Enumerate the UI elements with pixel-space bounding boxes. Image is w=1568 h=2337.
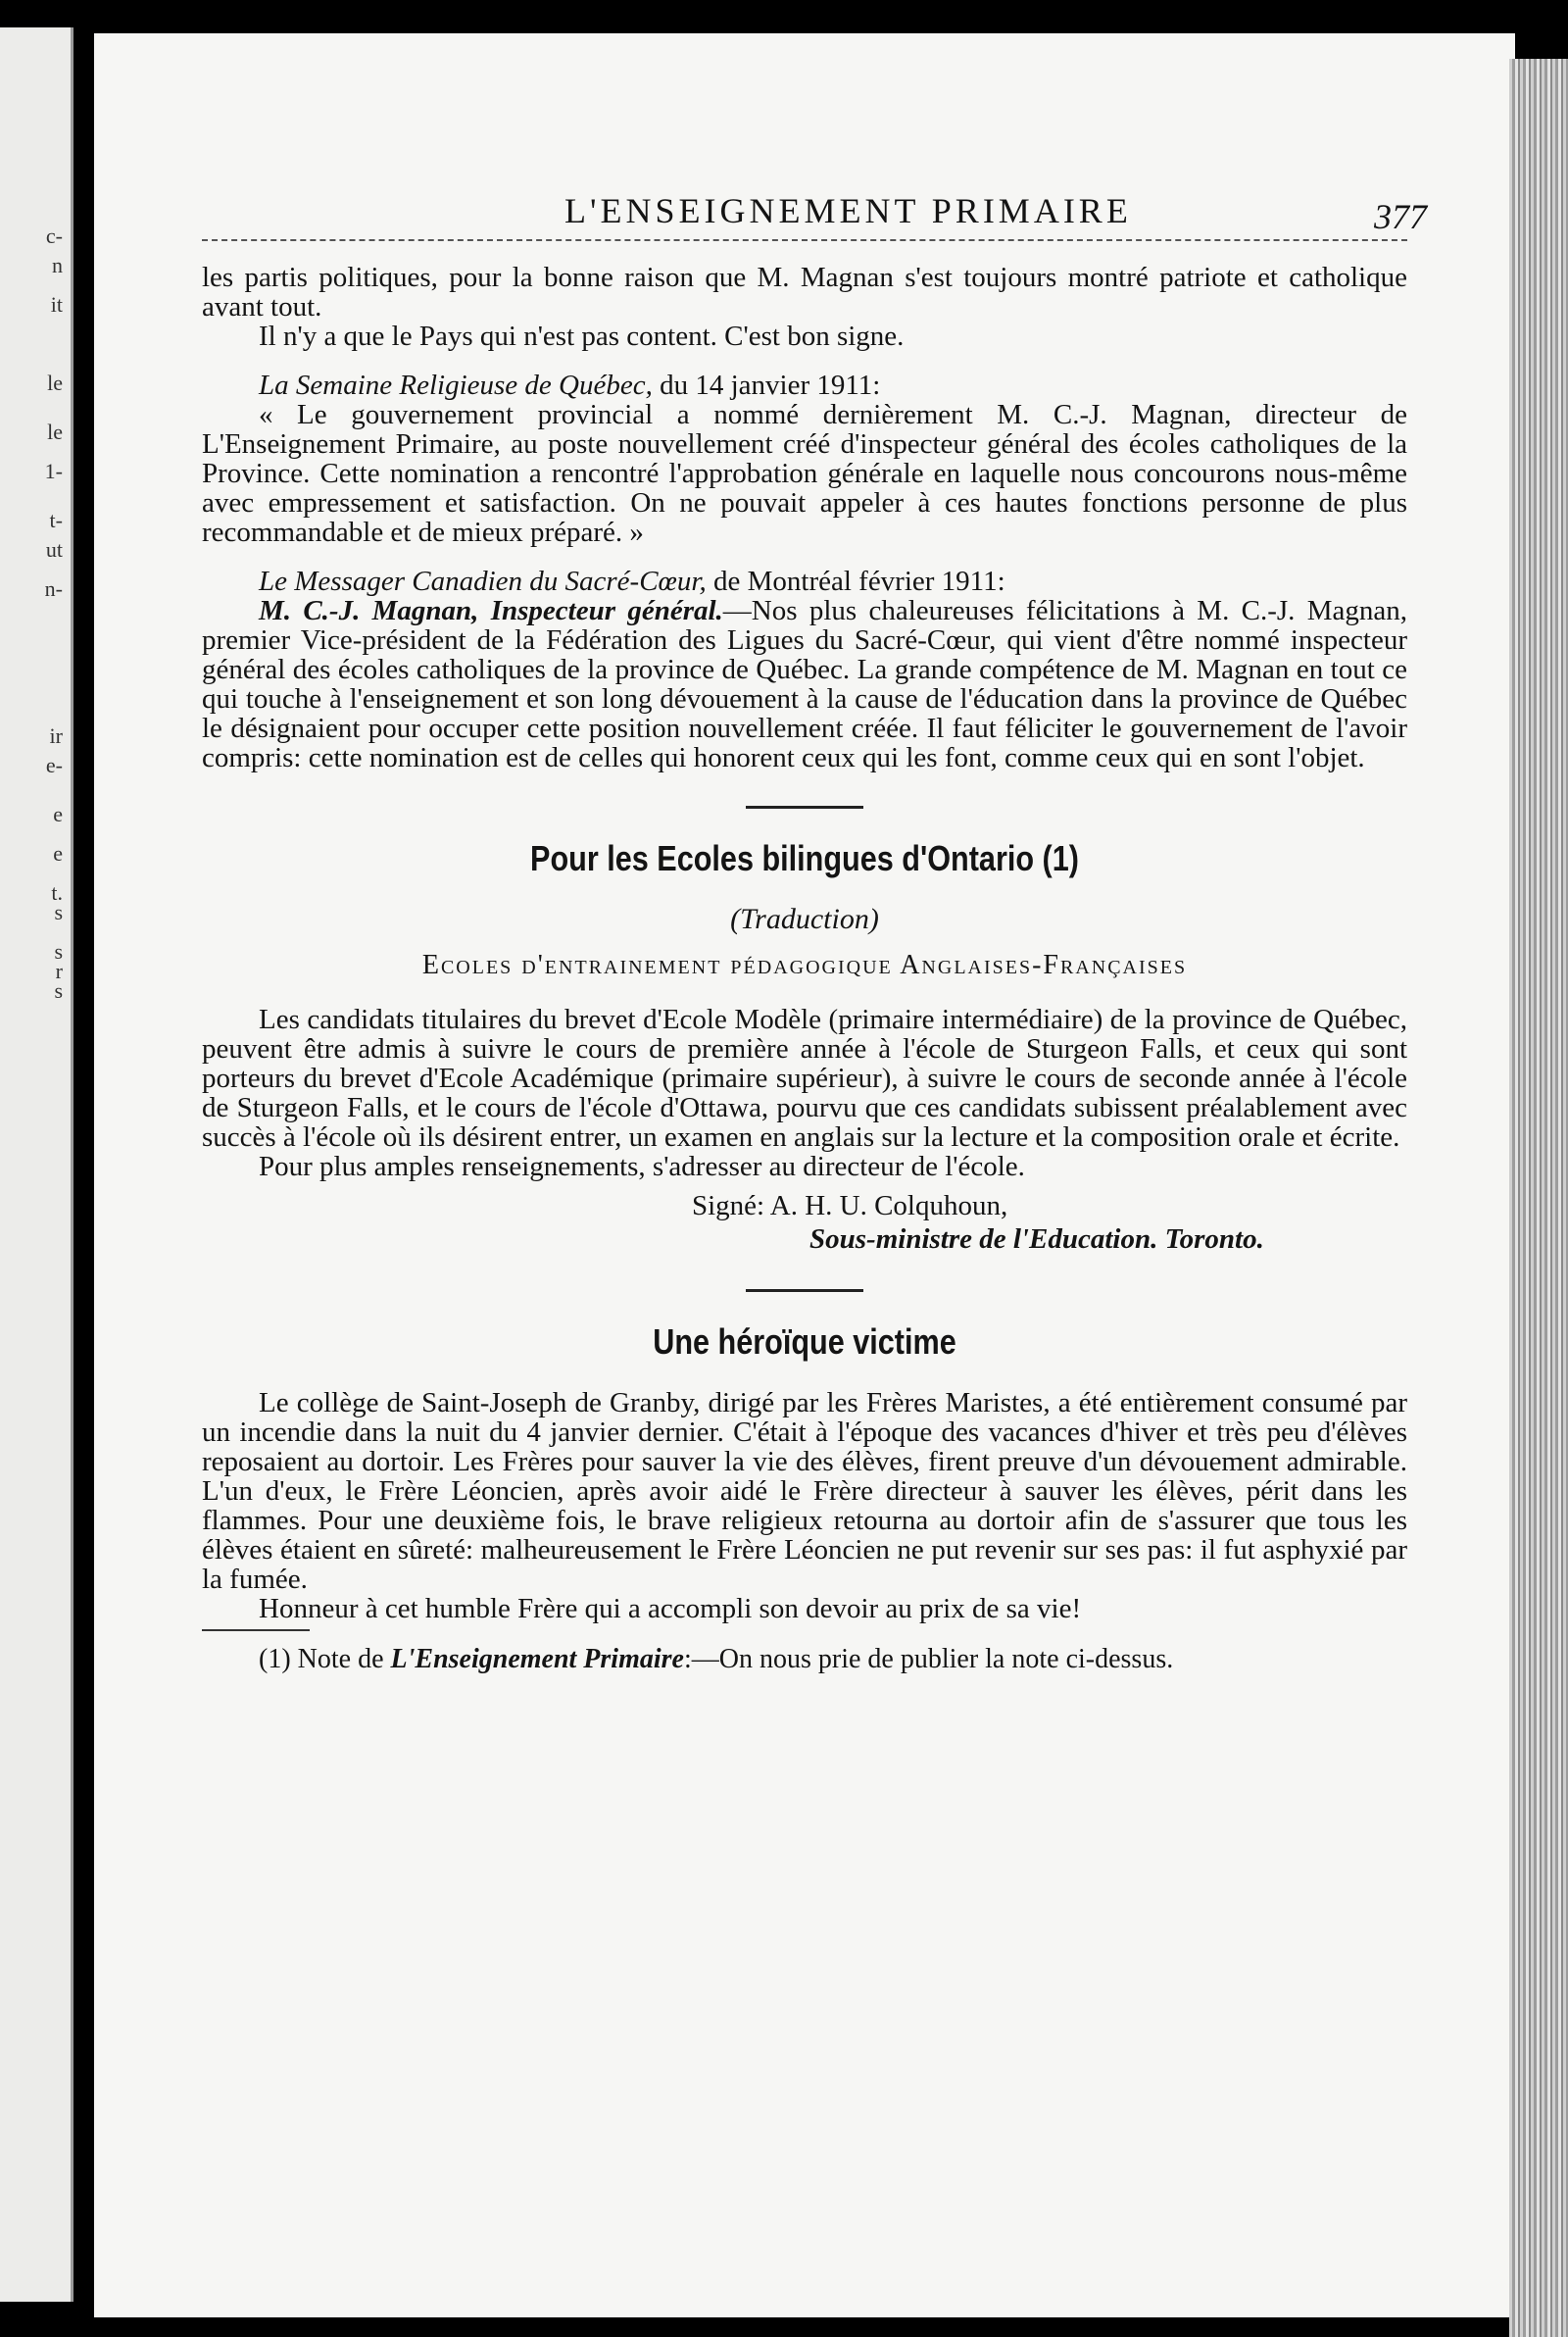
section-divider [746,1289,863,1292]
source-line [202,371,1407,400]
source-date: de Montréal février 1911: [706,566,1005,597]
page-stack-edge [1509,59,1568,2337]
left-page-fragment: s [54,978,63,1003]
left-page-fragment: n- [44,576,63,601]
paragraph: Les candidats titulaires du brevet d'Ecole Modèle (primaire intermédiaire) de la province de Québec, peuvent être admis à suivre le cours de première année à l'école de Sturgeon Falls, et ceux qui sont porteurs du brevet d'Ecole Académique (primaire supérieur), à suivre le cours de seconde année à l'école de Sturgeon Falls, et le cours de l'école d'Ottawa, pourvu que ces candidats subissent préalablement avec succès à l'école où ils désirent entrer, un examen en anglais sur la lecture et la composition orale et écrite. [202,1004,1407,1153]
quote-body: —Nos plus chaleureuses félicitations à M. C.-J. Magnan, premier Vice-président de la Fédération des Ligues du Sacré-Cœur, qui vient d'être nommé inspecteur général des écoles catholiques de la province de Québec. La grande compétence de M. Magnan en tout ce qui touche à l'enseignement et son long dévouement à la cause de l'éducation dans la province de Québec le désignaient pour occuper cette position nouvellement créée. Il faut féliciter le gouvernement de l'avoir compris: cette nomination est de celles qui honorent ceux qui les font, comme ceux qui en sont l'objet. [202,595,1408,773]
source-date: du 14 janvier 1911: [652,370,881,401]
left-page-fragment: t- [49,508,63,532]
paragraph: Il n'y a que le Pays qui n'est pas content. C'est bon signe. [259,321,905,352]
source-title: Le Messager Canadien du Sacré-Cœur, [259,566,707,597]
section-title: Pour les Ecoles bilingues d'Ontario (1) [530,838,1079,878]
left-page-fragment: le [47,371,63,395]
left-page-fragment: n [52,253,63,277]
paragraph: les partis politiques, pour la bonne raison que M. Magnan s'est toujours montré patriote et catholique avant tout. [202,262,1407,323]
footnote [202,1645,1407,1674]
left-page-fragment: c- [45,224,63,248]
running-header [202,180,1427,241]
source-line [202,567,1407,596]
paragraph: Honneur à cet humble Frère qui a accompli son devoir au prix de sa vie! [259,1593,1082,1624]
signature-block [692,1189,1407,1256]
section-subtitle: (Traduction) [730,903,879,935]
left-page-fragment: ir [49,723,63,748]
quote-paragraph: « Le gouvernement provincial a nommé dernièrement M. C.-J. Magnan, directeur de L'Enseignement Primaire, au poste nouvellement créé d'inspecteur général des écoles catholiques de la Province. Cette nomination a rencontré l'approbation générale en laquelle nous concourons nous-même avec empressement et satisfaction. On ne pouvait appeler à ces hautes fonctions personne de plus recommandable et de mieux préparé. » [202,399,1407,548]
footnote-lead: Note de [290,1644,391,1674]
adjacent-page-edge [0,27,74,2302]
section-heading: Ecoles d'entrainement pédagogique Anglaises-Françaises [421,950,1188,980]
left-page-fragment: 1- [44,459,63,483]
left-page-fragment: it [50,292,63,317]
section-divider [746,806,863,809]
left-page-fragment: s [54,939,63,964]
page-content [202,180,1427,1674]
book-page [94,33,1515,2317]
footnote-marker: (1) [259,1644,291,1674]
signature-title: Sous-ministre de l'Education. Toronto. [809,1223,1264,1255]
quote-lead: M. C.-J. Magnan, Inspecteur général. [259,595,723,626]
left-page-fragment: t. [51,880,63,905]
footnote-journal: L'Enseignement Primaire [390,1644,684,1674]
left-page-fragment: ut [45,537,63,562]
left-page-fragment: le [47,420,63,444]
left-page-fragment: e- [45,753,63,777]
paragraph: Pour plus amples renseignements, s'adresser au directeur de l'école. [259,1151,1025,1182]
page-number: 377 [1374,197,1427,236]
running-title: L'ENSEIGNEMENT PRIMAIRE [564,191,1132,230]
left-page-fragment: s [54,900,63,924]
left-page-fragment: r [55,959,63,983]
paragraph: Le collège de Saint-Joseph de Granby, dirigé par les Frères Maristes, a été entièrement consumé par un incendie dans la nuit du 4 janvier dernier. C'était à l'époque des vacances d'hiver et très peu d'élèves reposaient au dortoir. Les Frères pour sauver la vie des élèves, firent preuve d'un dévouement admirable. L'un d'eux, le Frère Léoncien, après avoir aidé le Frère directeur à sauver les élèves, périt dans les flammes. Pour une deuxième fois, le brave religieux retourna au dortoir afin de s'assurer que tous les élèves étaient en sûreté: malheureusement le Frère Léoncien ne put revenir sur ses pas: il fut asphyxié par la fumée. [202,1387,1407,1595]
source-title: La Semaine Religieuse de Québec, [259,370,653,401]
quote-paragraph [202,596,1407,772]
footnote-divider [202,1629,310,1631]
section-title: Une héroïque victime [653,1321,956,1362]
footnote-text: :—On nous prie de publier la note ci-dessus. [683,1644,1174,1674]
left-page-fragment: e [53,841,63,866]
left-page-fragment: e [53,802,63,826]
signature-name: Signé: A. H. U. Colquhoun, [692,1190,1008,1221]
